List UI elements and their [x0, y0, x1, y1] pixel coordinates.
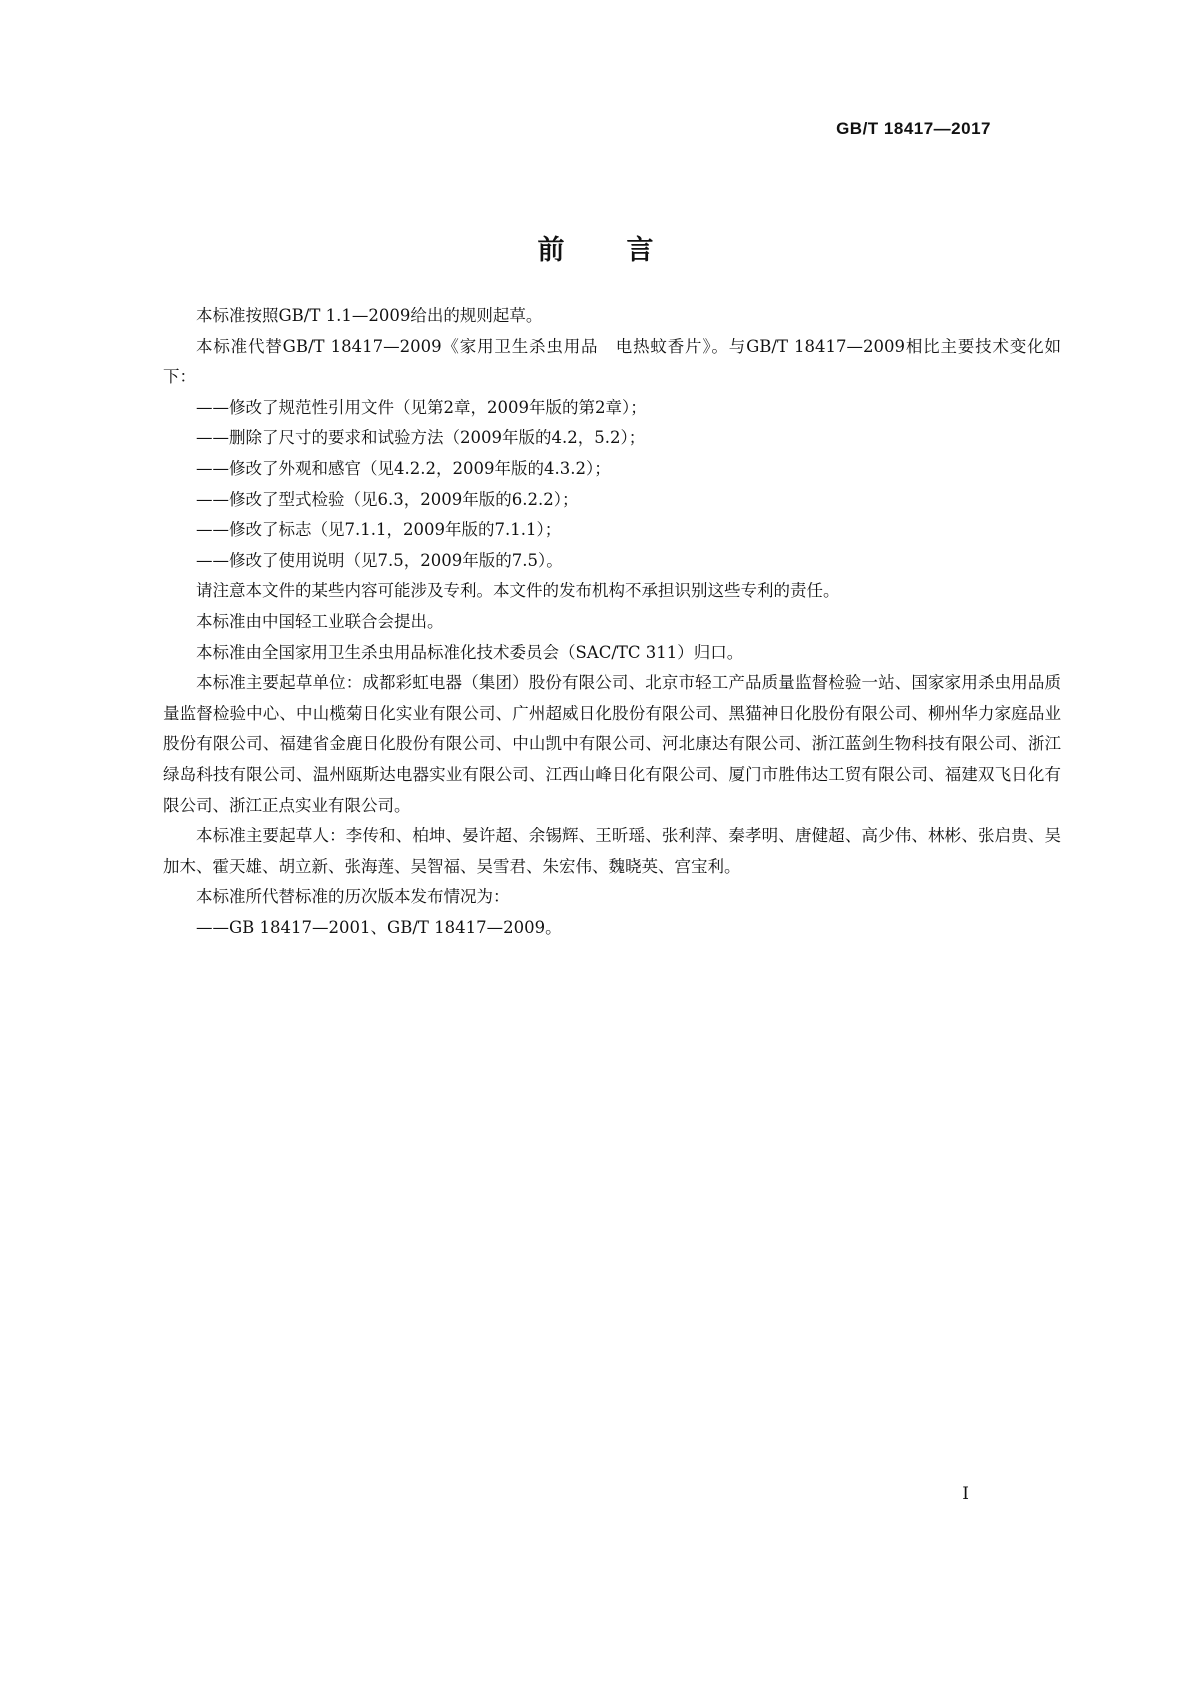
change-item: ——修改了标志（见7.1.1，2009年版的7.1.1）； — [196, 520, 562, 540]
page-number: I — [962, 1484, 969, 1504]
paragraph-patent-notice: 请注意本文件的某些内容可能涉及专利。本文件的发布机构不承担识别这些专利的责任。 — [196, 581, 840, 601]
change-item: ——修改了型式检验（见6.3，2009年版的6.2.2）； — [196, 489, 579, 509]
foreword-body — [163, 301, 1061, 943]
page-title — [0, 228, 1191, 267]
paragraph-drafting-rules: 本标准按照GB/T 1.1—2009给出的规则起草。 — [196, 306, 543, 325]
paragraph-committee: 本标准由全国家用卫生杀虫用品标准化技术委员会（SAC/TC 311）归口。 — [196, 642, 744, 662]
change-item: ——修改了使用说明（见7.5，2009年版的7.5）。 — [196, 550, 563, 570]
title-char-1: 前 — [537, 235, 565, 266]
standard-code: GB/T 18417—2017 — [836, 119, 991, 138]
paragraph-replacement: 本标准代替GB/T 18417—2009《家用卫生杀虫用品 电热蚊香片》。与GB/T 18417—2009相比主要技术变化如下： — [163, 336, 1061, 387]
paragraph-history-intro: 本标准所代替标准的历次版本发布情况为： — [196, 887, 510, 907]
paragraph-drafting-units: 本标准主要起草单位：成都彩虹电器（集团）股份有限公司、北京市轻工产品质量监督检验一站、国家家用杀虫用品质量监督检验中心、中山榄菊日化实业有限公司、广州超威日化股份有限公司、黑猫神日化股份有限公司、柳州华力家庭品业股份有限公司、福建省金鹿日化股份有限公司、中山凯中有限公司、河北康达有限公司、浙江蓝剑生物科技有限公司、浙江绿岛科技有限公司、温州瓯斯达电器实业有限公司、江西山峰日化有限公司、厦门市胜伟达工贸有限公司、福建双飞日化有限公司、浙江正点实业有限公司。 — [163, 673, 1061, 815]
paragraph-proposer: 本标准由中国轻工业联合会提出。 — [196, 611, 444, 631]
history-item: ——GB 18417—2001、GB/T 18417—2009。 — [196, 917, 562, 937]
change-item: ——修改了外观和感官（见4.2.2，2009年版的4.3.2）； — [196, 458, 611, 478]
change-item: ——删除了尺寸的要求和试验方法（2009年版的4.2，5.2）； — [196, 428, 646, 448]
title-char-2: 言 — [626, 235, 654, 266]
paragraph-drafters: 本标准主要起草人：李传和、柏坤、晏许超、余锡辉、王昕瑶、张利萍、秦孝明、唐健超、高少伟、林彬、张启贵、吴加木、霍天雄、胡立新、张海莲、吴智福、吴雪君、朱宏伟、魏晓英、宫宝利。 — [163, 826, 1061, 876]
change-item: ——修改了规范性引用文件（见第2章，2009年版的第2章）； — [196, 397, 647, 417]
